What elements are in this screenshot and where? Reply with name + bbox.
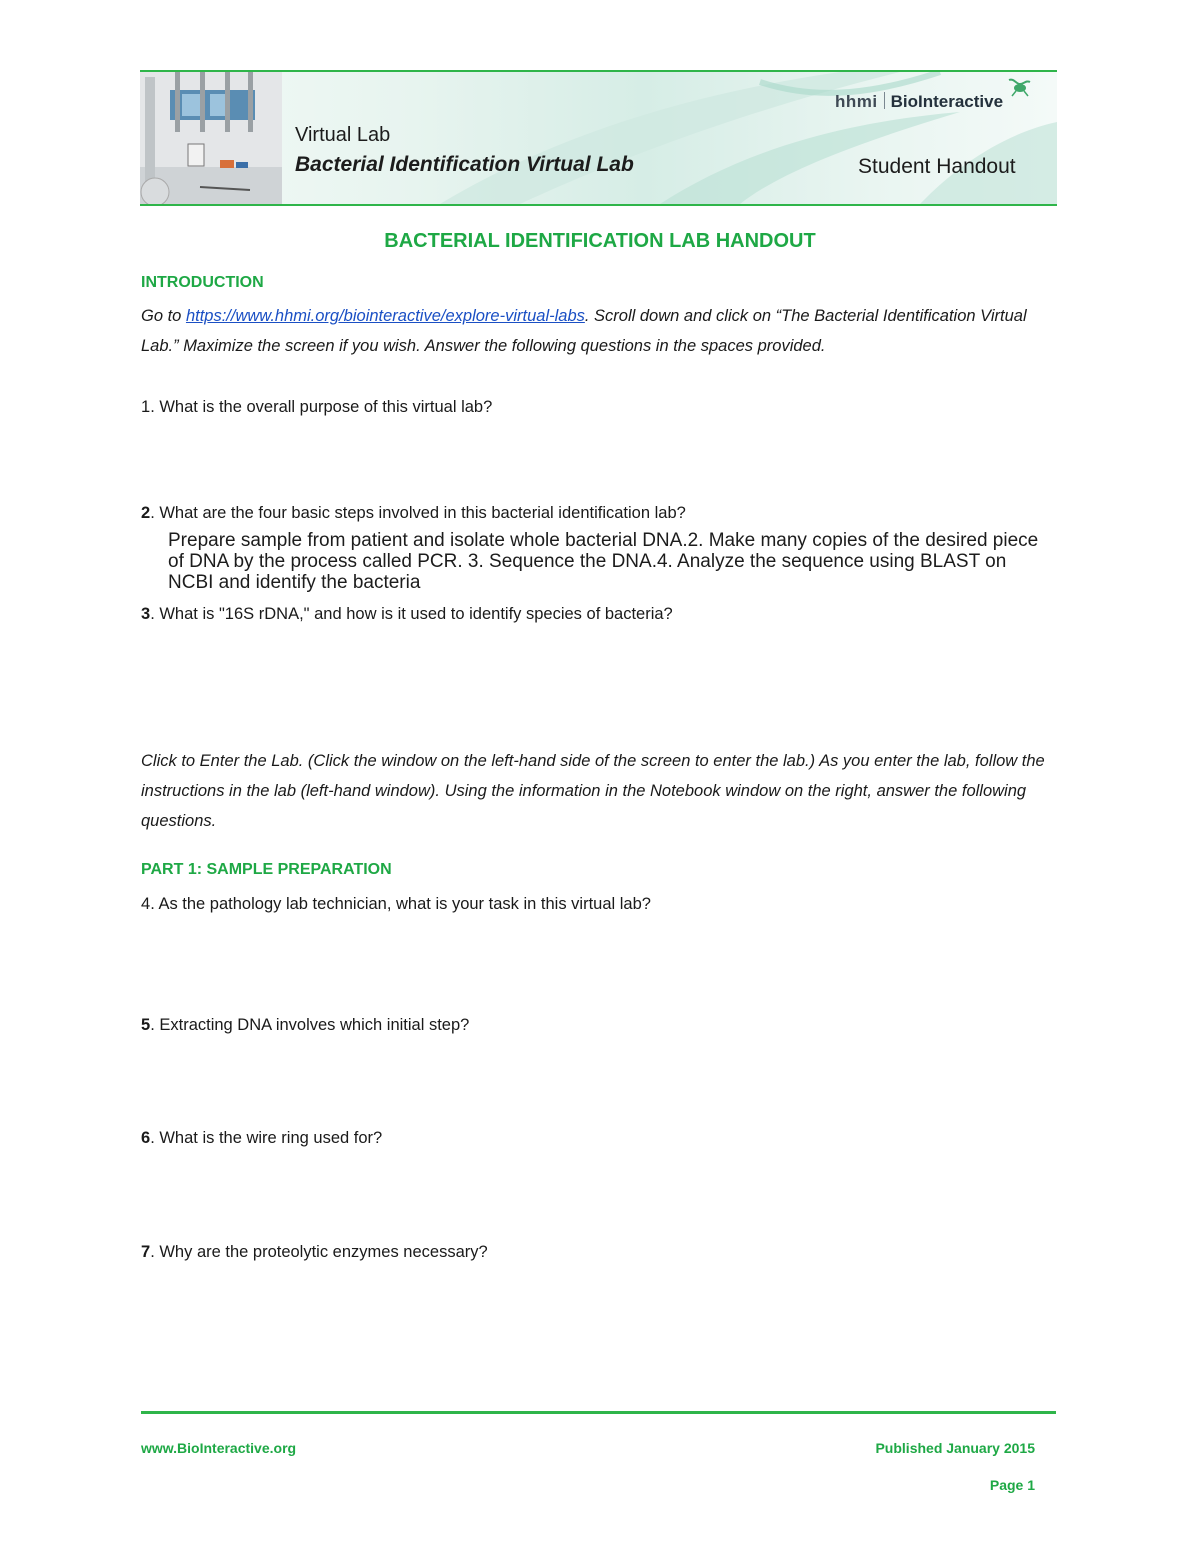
hhmi-biointeractive-logo: hhmi BioInteractive	[835, 92, 1004, 111]
intro-go-to: Go to	[141, 307, 186, 325]
question-4: 4. As the pathology lab technician, what is your task in this virtual lab?	[141, 895, 651, 913]
header-handout: Student Handout	[858, 155, 1016, 178]
virtual-labs-link[interactable]: https://www.hhmi.org/biointeractive/explore-virtual-labs	[185, 307, 585, 325]
header-label: Virtual Lab	[295, 124, 391, 146]
question-1: 1. What is the overall purpose of this virtual lab?	[141, 398, 493, 416]
header-banner	[140, 70, 1057, 206]
enter-lab-paragraph: Click to Enter the Lab. (Click the window on the left-hand side of the screen to enter the lab.) As you enter the lab, follow the instructions in the lab (left-hand window). Using the information in the Notebook window on the right, answer the following questions.	[141, 752, 1045, 830]
footer-published: Published January 2015	[875, 1440, 1035, 1456]
question-3: 3. What is "16S rDNA," and how is it used to identify species of bacteria?	[141, 605, 673, 623]
answer-2[interactable]: Prepare sample from patient and isolate whole bacterial DNA.2. Make many copies of the desired piece of DNA by the process called PCR. 3. Sequence the DNA.4. Analyze the sequence using BLAST on NCBI and identify the bacteria	[168, 530, 1039, 593]
bug-icon	[1006, 76, 1032, 98]
lab-equipment-image	[140, 72, 282, 204]
intro-rest: . Scroll down and click on “The Bacterial Identification Virtual Lab.” Maximize the screen if you wish. Answer the following questions in the spaces provided.	[141, 307, 1027, 355]
footer-page-number: Page 1	[989, 1477, 1035, 1493]
header-title: Bacterial Identification Virtual Lab	[295, 153, 634, 176]
footer-divider	[141, 1411, 1056, 1414]
section-heading-part1: PART 1: SAMPLE PREPARATION	[141, 861, 392, 878]
footer-website[interactable]: www.BioInteractive.org	[141, 1440, 297, 1456]
section-heading-introduction: INTRODUCTION	[141, 274, 264, 291]
page-title: BACTERIAL IDENTIFICATION LAB HANDOUT	[384, 230, 816, 252]
question-7: 7. Why are the proteolytic enzymes necessary?	[141, 1243, 488, 1261]
question-5: 5. Extracting DNA involves which initial step?	[141, 1016, 470, 1034]
question-2: 2. What are the four basic steps involved in this bacterial identification lab?	[141, 504, 686, 522]
question-6: 6. What is the wire ring used for?	[141, 1129, 383, 1147]
intro-paragraph	[141, 301, 1061, 361]
